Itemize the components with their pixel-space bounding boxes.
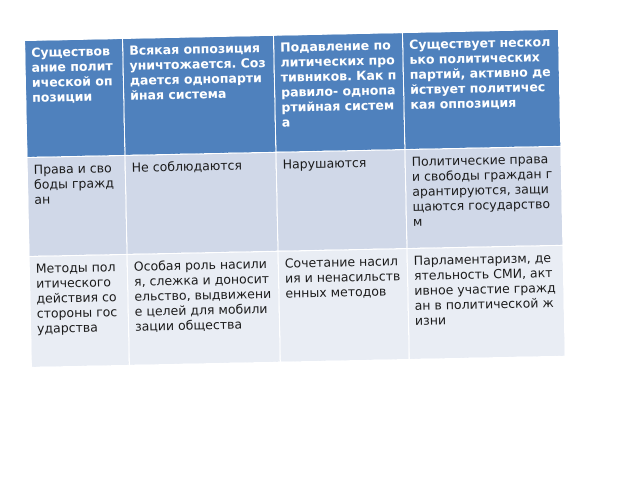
table-cell: Особая роль насилия, слежка и доносительство, выдвижение целей для мобилизации общества <box>127 251 280 365</box>
header-cell: Всякая оппозиция уничтожается. Создается однопартийная система <box>122 35 275 155</box>
row-label-cell: Методы политического действия со стороны государства <box>29 254 129 367</box>
table-cell: Политические права и свободы граждан гарантируются, защищаются государством <box>405 146 563 248</box>
table-row <box>29 245 565 367</box>
table-cell: Парламентаризм, деятельность СМИ, активное участие граждан в политической жизни <box>407 245 565 359</box>
table-header-row <box>25 29 561 157</box>
row-label-cell: Права и свободы граждан <box>27 155 127 256</box>
header-cell: Подавление политических противников. Как правило- однопартийная система <box>273 33 404 153</box>
table-cell: Сочетание насилия и ненасильственных методов <box>278 249 409 363</box>
table-cell: Нарушаются <box>276 150 407 252</box>
header-cell: Существует несколько политических партий, активно действует политическая оппозиция <box>402 29 560 149</box>
header-cell: Существование политической оппозиции <box>25 38 125 157</box>
table-row <box>27 146 563 256</box>
comparison-table <box>24 29 566 368</box>
table-cell: Не соблюдаются <box>125 152 278 254</box>
